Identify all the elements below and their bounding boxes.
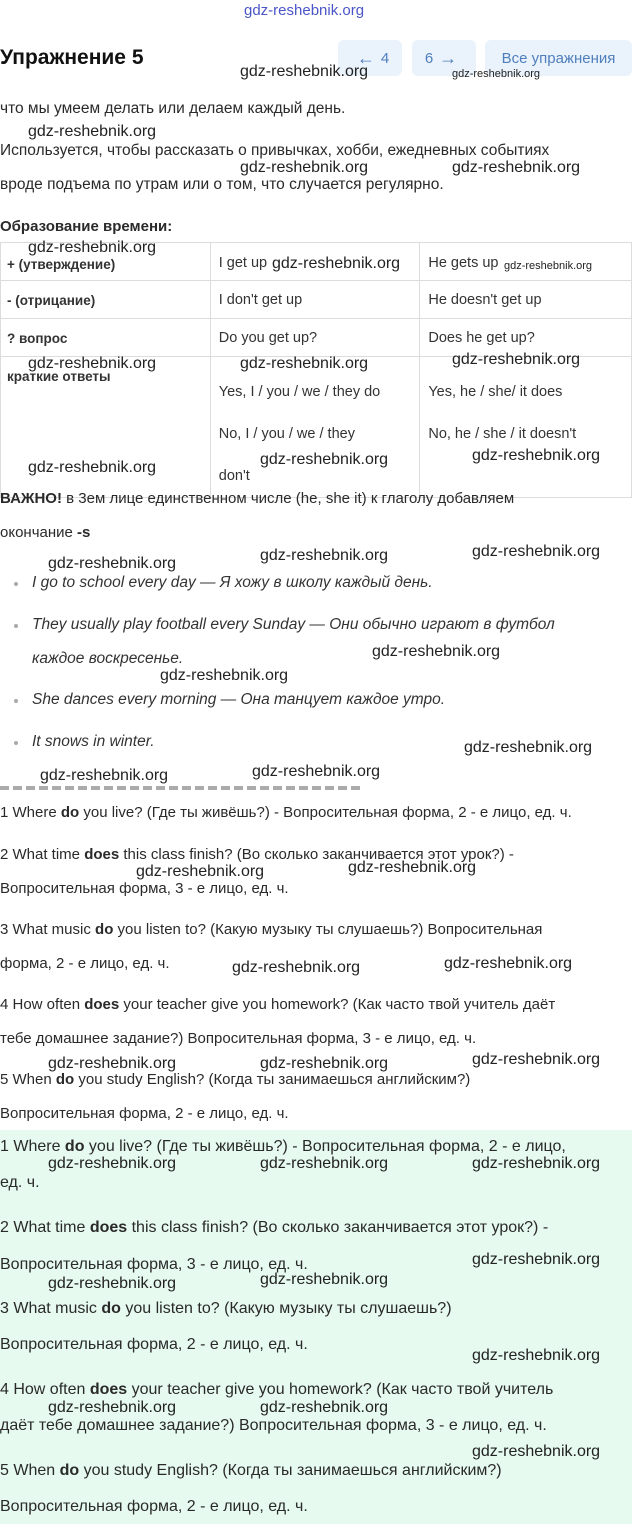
watermark: gdz-reshebnik.org (472, 1051, 601, 1068)
watermark: gdz-reshebnik.org (40, 767, 169, 784)
table-cell: He doesn't get up (420, 281, 632, 319)
answer-1: 1 Where do you live? (Где ты живёшь?) - Вопросительная форма, 2 - е лицо, (0, 1138, 566, 1155)
watermark: gdz-reshebnik.org (136, 863, 265, 880)
answer-3-line-2: Вопросительная форма, 2 - е лицо, ед. ч. (0, 1336, 308, 1353)
watermark: gdz-reshebnik.org (272, 255, 401, 272)
watermark: gdz-reshebnik.org (28, 239, 157, 256)
prev-exercise-label: 4 (380, 49, 390, 67)
watermark: gdz-reshebnik.org (48, 555, 177, 572)
bullet-icon (14, 582, 18, 586)
watermark: gdz-reshebnik.org (260, 1155, 389, 1172)
answer-4-line-2: даёт тебе домашнее задание?) Вопросительная форма, 3 - е лицо, ед. ч. (0, 1417, 547, 1434)
question-2-line-2: Вопросительная форма, 3 - е лицо, ед. ч. (0, 880, 289, 897)
table-cell: Do you get up? (210, 319, 420, 357)
watermark: gdz-reshebnik.org (260, 547, 389, 564)
table-cell: I get up (210, 243, 420, 281)
formation-heading: Образование времени: (0, 218, 173, 235)
important-text: в 3ем лице единственном числе (he, she it) к глаголу добавляем (61, 490, 515, 507)
table-cell (210, 357, 420, 498)
short-answer-no-cont: don't (218, 468, 250, 484)
bullet-icon (14, 741, 18, 745)
watermark: gdz-reshebnik.org (348, 859, 477, 876)
question-4: 4 How often does your teacher give you homework? (Как часто твой учитель даёт (0, 996, 556, 1013)
arrow-left-icon: ← (356, 47, 375, 68)
watermark: gdz-reshebnik.org (232, 959, 361, 976)
watermark: gdz-reshebnik.org (452, 68, 541, 80)
watermark: gdz-reshebnik.org (444, 955, 573, 972)
short-answer-yes-he: Yes, he / she/ it does (428, 384, 563, 400)
intro-line-2: Используется, чтобы рассказать о привычках, хобби, ежедневных событиях (0, 142, 550, 159)
watermark: gdz-reshebnik.org (472, 1155, 601, 1172)
page-title: Упражнение 5 (0, 46, 144, 69)
watermark: gdz-reshebnik.org (28, 459, 157, 476)
watermark: gdz-reshebnik.org (472, 447, 601, 464)
table-cell-label: - (отрицание) (1, 281, 211, 319)
watermark: gdz-reshebnik.org (48, 1055, 177, 1072)
intro-line-1: что мы умеем делать или делаем каждый день. (0, 100, 346, 117)
answer-5-line-2: Вопросительная форма, 2 - е лицо, ед. ч. (0, 1498, 308, 1515)
watermark: gdz-reshebnik.org (28, 123, 157, 140)
table-row (1, 281, 632, 319)
table-cell-label: краткие ответы (1, 357, 211, 498)
watermark: gdz-reshebnik.org (472, 543, 601, 560)
table-cell: Does he get up? (420, 319, 632, 357)
intro-line-3: вроде подъема по утрам или о том, что случается регулярно. (0, 176, 444, 193)
watermark: gdz-reshebnik.org (472, 1347, 601, 1364)
table-cell-label: + (утверждение) (1, 243, 211, 281)
bullet-icon (14, 699, 18, 703)
watermark: gdz-reshebnik.org (464, 739, 593, 756)
question-1: 1 Where do you live? (Где ты живёшь?) - Вопросительная форма, 2 - е лицо, ед. ч. (0, 804, 572, 821)
watermark: gdz-reshebnik.org (240, 63, 369, 80)
next-exercise-label: 6 (424, 49, 434, 67)
question-3-line-2: форма, 2 - е лицо, ед. ч. (0, 955, 170, 972)
question-5: 5 When do you study English? (Когда ты занимаешься английским?) (0, 1071, 471, 1088)
watermark: gdz-reshebnik.org (260, 1399, 389, 1416)
answer-3: 3 What music do you listen to? (Какую музыку ты слушаешь?) (0, 1300, 452, 1317)
answer-5: 5 When do you study English? (Когда ты занимаешься английским?) (0, 1462, 502, 1479)
short-answer-no: No, I / you / we / they (218, 426, 355, 442)
table-cell-label: ? вопрос (1, 319, 211, 357)
watermark: gdz-reshebnik.org (260, 1055, 389, 1072)
watermark: gdz-reshebnik.org (48, 1399, 177, 1416)
all-exercises-label: Все упражнения (501, 49, 616, 67)
watermark: gdz-reshebnik.org (472, 1443, 601, 1460)
important-suffix: -s (77, 524, 91, 541)
answer-2: 2 What time does this class finish? (Во сколько заканчивается этот урок?) - (0, 1219, 549, 1236)
watermark: gdz-reshebnik.org (48, 1275, 177, 1292)
watermark: gdz-reshebnik.org (504, 260, 593, 272)
watermark: gdz-reshebnik.org (472, 1251, 601, 1268)
answer-4: 4 How often does your teacher give you homework? (Как часто твой учитель (0, 1381, 554, 1398)
top-watermark: gdz-reshebnik.org (244, 2, 365, 19)
watermark: gdz-reshebnik.org (28, 355, 157, 372)
important-note-line-2 (0, 524, 90, 541)
question-3: 3 What music do you listen to? (Какую музыку ты слушаешь?) Вопросительная (0, 921, 543, 938)
answer-1-line-2: ед. ч. (0, 1174, 40, 1191)
watermark: gdz-reshebnik.org (252, 763, 381, 780)
question-2: 2 What time does this class finish? (Во сколько заканчивается этот урок?) - (0, 846, 514, 863)
watermark: gdz-reshebnik.org (260, 451, 389, 468)
important-note (0, 490, 514, 507)
watermark: gdz-reshebnik.org (452, 351, 581, 368)
important-line2: окончание (0, 524, 78, 541)
table-cell: I don't get up (210, 281, 420, 319)
table-cell (420, 357, 632, 498)
important-label: ВАЖНО! (0, 490, 62, 507)
watermark: gdz-reshebnik.org (48, 1155, 177, 1172)
watermark: gdz-reshebnik.org (240, 355, 369, 372)
question-5-line-2: Вопросительная форма, 2 - е лицо, ед. ч. (0, 1105, 289, 1122)
short-answer-no-he: No, he / she / it doesn't (428, 426, 577, 442)
watermark: gdz-reshebnik.org (452, 159, 581, 176)
table-cell: He gets up (420, 243, 632, 281)
short-answer-yes: Yes, I / you / we / they do (218, 384, 381, 400)
arrow-right-icon: → (439, 47, 458, 68)
bullet-icon (14, 624, 18, 628)
answer-2-line-2: Вопросительная форма, 3 - е лицо, ед. ч. (0, 1256, 308, 1273)
partially-hidden-heading (0, 786, 360, 790)
watermark: gdz-reshebnik.org (372, 643, 501, 660)
watermark: gdz-reshebnik.org (160, 667, 289, 684)
watermark: gdz-reshebnik.org (260, 1271, 389, 1288)
question-4-line-2: тебе домашнее задание?) Вопросительная форма, 3 - е лицо, ед. ч. (0, 1030, 477, 1047)
watermark: gdz-reshebnik.org (240, 159, 369, 176)
